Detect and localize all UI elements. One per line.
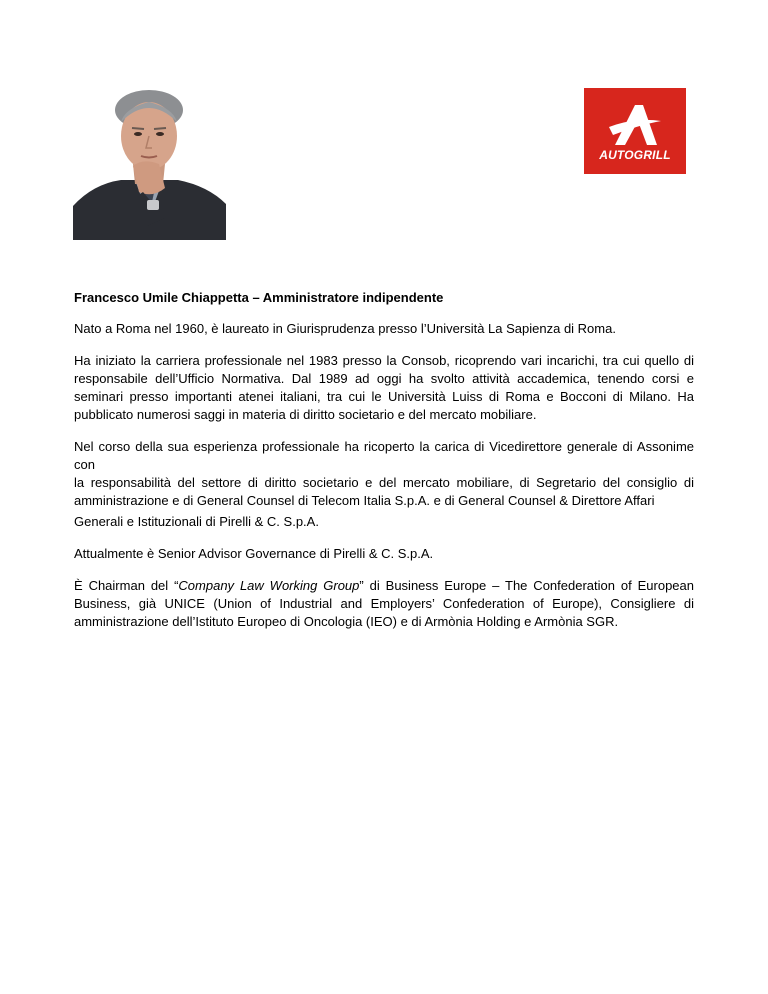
chairman-text-post: ” di Business Europe – The Confederation of European Business, già UNICE (Union of Industrial and Employers’ Confederation of Europe), Consigliere di amministrazione dell’Istituto Europeo di Oncologia (IEO) e di Armònia Holding e Armònia SGR. (74, 578, 694, 629)
bio-paragraph-roles (74, 438, 694, 531)
chairman-text-pre: È Chairman del “ (74, 578, 179, 593)
bio-paragraph-current: Attualmente è Senior Advisor Governance di Pirelli & C. S.p.A. (74, 546, 434, 561)
logo-wordmark: AUTOGRILL (599, 148, 671, 162)
biography (74, 289, 694, 645)
portrait-photo (73, 88, 226, 240)
bio-paragraph-career: Ha iniziato la carriera professionale nel 1983 presso la Consob, ricoprendo vari incarichi, tra cui quello di responsabile dell’Ufficio Normativa. Dal 1989 ad oggi ha svolto attività accademica, tenendo corsi e seminari presso importanti atenei italiani, tra cui le Università Luiss di Roma e Bocconi di Milano. Ha pubblicato numerosi saggi in materia di diritto societario e del mercato mobiliare. (74, 353, 694, 422)
roles-line: la responsabilità del settore di diritto societario e del mercato mobiliare, di Segretario del consiglio di (74, 475, 694, 490)
autogrill-logo (584, 88, 686, 174)
roles-line: Nel corso della sua esperienza professionale ha ricoperto la carica di Vicedirettore generale di Assonime con (74, 439, 694, 472)
bio-paragraph-birth: Nato a Roma nel 1960, è laureato in Giurisprudenza presso l’Università La Sapienza di Roma. (74, 321, 616, 336)
roles-line: Generali e Istituzionali di Pirelli & C. S.p.A. (74, 514, 319, 529)
bio-paragraph-chairman (74, 577, 694, 631)
roles-line: amministrazione e di General Counsel di Telecom Italia S.p.A. e di General Counsel & Direttore Affari (74, 493, 655, 508)
chairman-text-italic: Company Law Working Group (178, 578, 360, 593)
bio-title: Francesco Umile Chiappetta – Amministratore indipendente (74, 290, 444, 305)
autogrill-a-icon (605, 97, 665, 149)
